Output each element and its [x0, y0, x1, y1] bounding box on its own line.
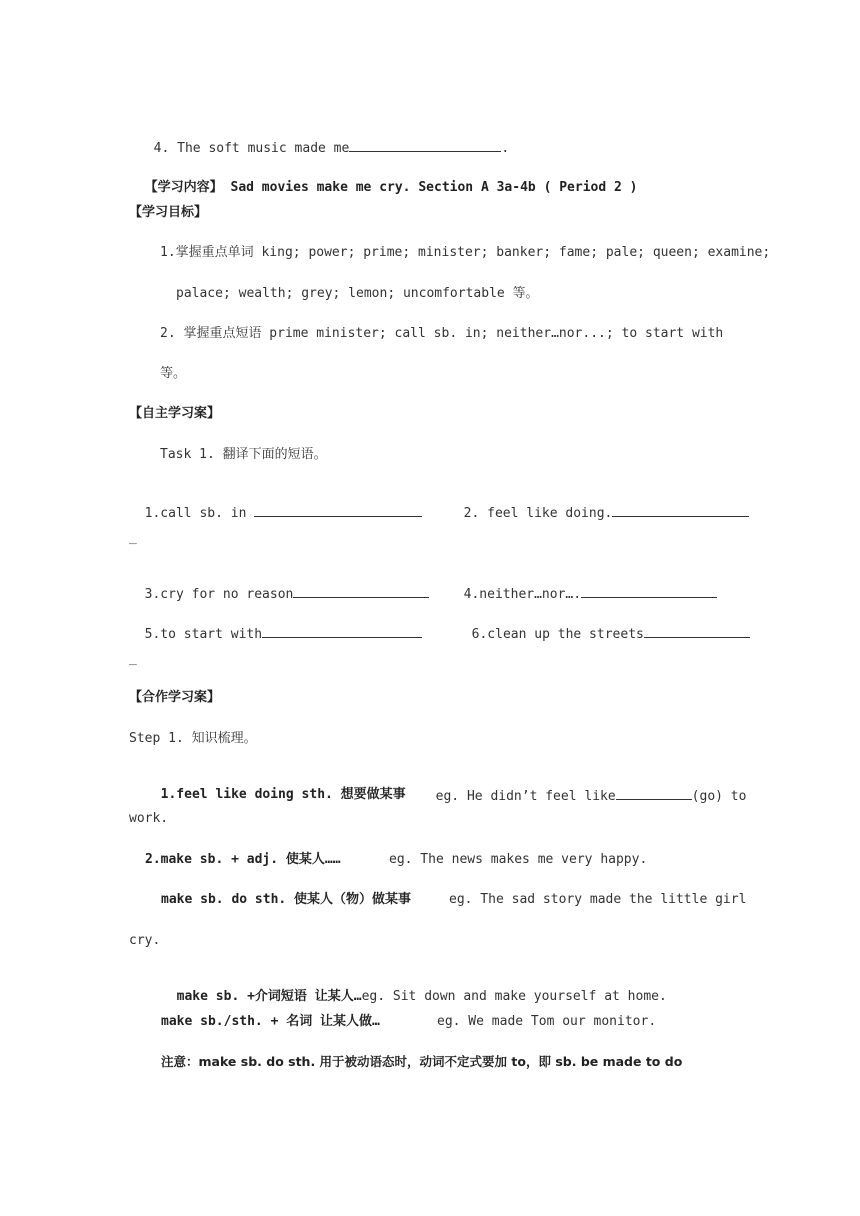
task-1-title: Task 1. 翻译下面的短语。 [160, 447, 327, 462]
answer-blank[interactable] [262, 625, 422, 638]
point-5-head: make sb./sth. + 名词 让某人做… [161, 1014, 380, 1029]
section-title: Sad movies make me cry. Section A 3a-4b ( Period 2 ) [222, 180, 638, 195]
phrase-1: 1.call sb. in [129, 488, 422, 522]
point-1 [145, 771, 406, 803]
phrase-3: 3.cry for no reason [129, 569, 429, 603]
answer-blank[interactable] [644, 625, 750, 638]
answer-blank[interactable] [616, 787, 692, 800]
step-1-title: Step 1. 知识梳理。 [129, 731, 257, 746]
item-4-text: 4. The soft music made me [153, 141, 350, 156]
point-3-example: eg. The sad story made the little girl [449, 892, 747, 907]
phrase-4: 4.neither…nor…. [448, 569, 717, 603]
point-1-continuation: work. [129, 811, 169, 826]
note: 注意：make sb. do sth. 用于被动语态时，动词不定式要加 to，即 sb. be made to do [161, 1054, 683, 1069]
learning-content-header [129, 164, 638, 196]
point-4 [161, 973, 667, 1005]
goal-2-line-1: 2. 掌握重点短语 prime minister; call sb. in; neither…nor...; to start with [160, 326, 724, 341]
goal-2-line-2: 等。 [160, 366, 187, 381]
cooperative-study-header: 【合作学习案】 [129, 690, 221, 705]
phrase-2-continuation: _ [129, 530, 137, 545]
answer-blank[interactable] [254, 504, 422, 517]
point-2-head: 2.make sb. + adj. 使某人…… [145, 852, 341, 867]
goal-1-line-2: palace; wealth; grey; lemon; uncomfortable 等。 [176, 286, 539, 301]
point-1-example: eg. He didn’t feel like (go) to [435, 789, 747, 804]
answer-blank[interactable] [349, 139, 501, 152]
point-3-head: make sb. do sth. 使某人（物）做某事 [161, 892, 412, 907]
answer-blank[interactable] [612, 504, 749, 517]
point-3-continuation: cry. [129, 933, 161, 948]
phrase-6-continuation: _ [129, 651, 137, 666]
point-4-example: eg. Sit down and make yourself at home. [361, 989, 667, 1004]
point-2-example: eg. The news makes me very happy. [389, 852, 648, 867]
phrase-5: 5.to start with [129, 609, 422, 643]
point-1-head: 1.feel like doing sth. 想要做某事 [160, 787, 406, 802]
section-tag: 【学习内容】 [144, 180, 223, 195]
goal-1-line-1: 1.掌握重点单词 king; power; prime; minister; banker; fame; pale; queen; examine; [160, 245, 771, 260]
exercise-item-4: 4. The soft music made me . [153, 141, 510, 156]
point-5-example: eg. We made Tom our monitor. [437, 1014, 657, 1029]
phrase-6: 6.clean up the streets [456, 609, 750, 643]
learning-goals-header: 【学习目标】 [129, 205, 208, 220]
phrase-2: 2. feel like doing. [448, 488, 749, 522]
self-study-header: 【自主学习案】 [129, 406, 221, 421]
point-4-head: make sb. +介词短语 让某人… [176, 989, 362, 1004]
answer-blank[interactable] [293, 585, 429, 598]
answer-blank[interactable] [581, 585, 717, 598]
